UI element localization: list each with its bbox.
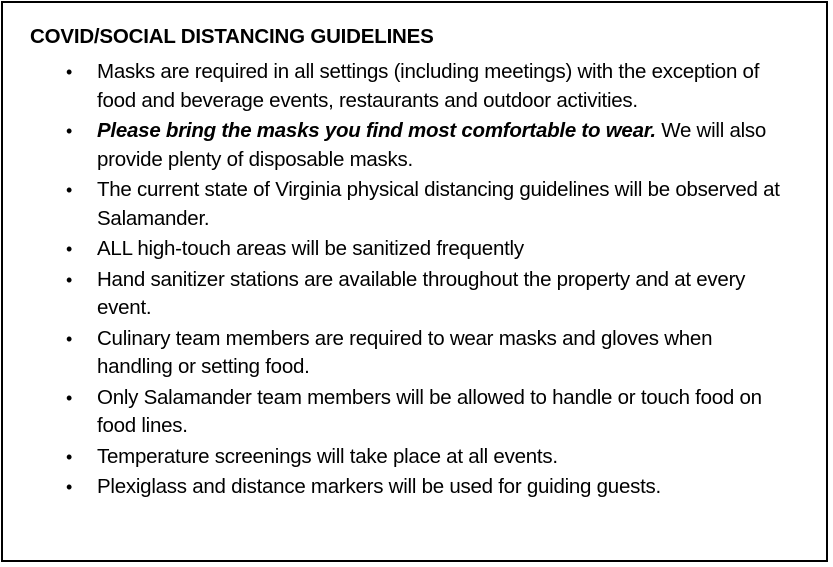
section-title: COVID/SOCIAL DISTANCING GUIDELINES (30, 25, 434, 48)
guidelines-list (3, 58, 787, 504)
list-item (3, 235, 787, 264)
bullet-icon: • (66, 239, 73, 259)
bullet-icon: • (66, 387, 73, 408)
list-item (3, 117, 787, 174)
item-text: Hand sanitizer stations are available throughout the property and at every event. (97, 267, 746, 319)
list-item (3, 384, 787, 441)
bullet-icon: • (66, 62, 73, 82)
item-text: Masks are required in all settings (including meetings) with the exception of food and beverage events, restaurants and outdoor activities. (97, 60, 760, 112)
bullet-icon: • (66, 328, 73, 349)
list-item (3, 443, 787, 472)
item-text: Culinary team members are required to wear masks and gloves when handling or setting food. (97, 326, 713, 378)
item-text: Only Salamander team members will be allowed to handle or touch food on food lines. (97, 385, 762, 437)
bullet-icon: • (66, 180, 73, 200)
item-emphasis: Please bring the masks you find most comfortable to wear. (97, 119, 656, 142)
item-text: ALL high-touch areas will be sanitized frequently (97, 237, 524, 260)
item-text: Plexiglass and distance markers will be used for guiding guests. (97, 475, 661, 498)
bullet-icon: • (66, 477, 73, 497)
bullet-icon: • (66, 446, 73, 467)
item-text: The current state of Virginia physical distancing guidelines will be observed at Salamander. (97, 178, 780, 230)
list-item (3, 473, 787, 502)
bullet-icon: • (66, 121, 73, 141)
list-item (3, 58, 787, 115)
list-item (3, 325, 787, 382)
guidelines-box (1, 1, 828, 562)
bullet-icon: • (66, 269, 73, 290)
list-item (3, 176, 787, 233)
item-text: We will also provide plenty of disposable masks. (97, 119, 767, 171)
list-item (3, 266, 787, 323)
item-text: Temperature screenings will take place at all events. (97, 444, 558, 468)
